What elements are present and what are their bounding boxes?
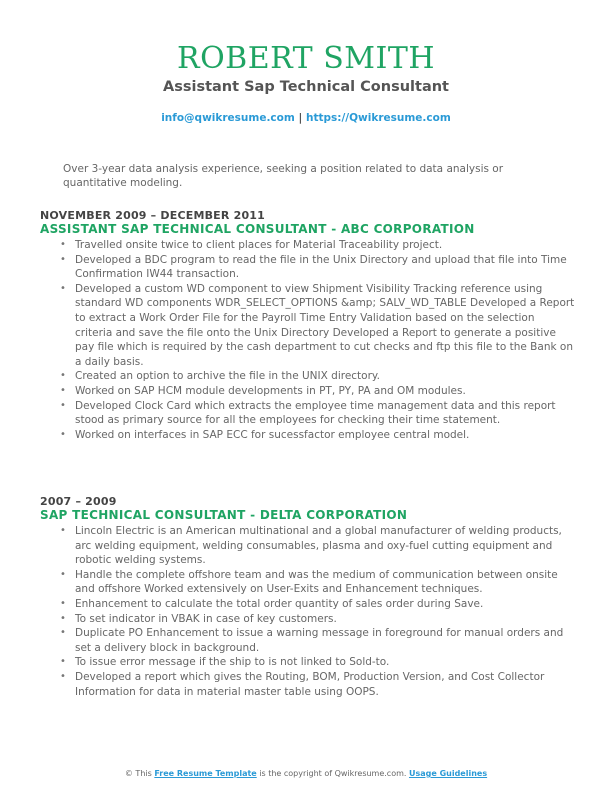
bullet-item: • To issue error message if the ship to is not linked to Sold-to.	[40, 655, 575, 670]
bullet-item: • To set indicator in VBAK in case of key customers.	[40, 612, 575, 627]
job-dates: NOVEMBER 2009 – DECEMBER 2011	[40, 209, 265, 222]
job-role: ASSISTANT SAP TECHNICAL CONSULTANT - ABC CORPORATION	[40, 222, 475, 236]
email-link[interactable]: info@qwikresume.com	[161, 112, 295, 124]
job-entry-2	[40, 495, 575, 699]
footer-middle: is the copyright of Qwikresume.com.	[256, 769, 409, 778]
bullet-item: • Developed Clock Card which extracts the employee time management data and this report stood as primary source for all the employees for checking their time statement.	[40, 399, 575, 428]
job-bullets	[40, 238, 575, 442]
website-link[interactable]: https://Qwikresume.com	[305, 112, 451, 124]
free-resume-template-link[interactable]: Free Resume Template	[154, 769, 257, 778]
bullet-item: • Travelled onsite twice to client places for Material Traceability project.	[40, 238, 575, 253]
job-entry-1	[40, 209, 575, 442]
bullet-item: • Duplicate PO Enhancement to issue a warning message in foreground for manual orders and set a delivery block in background.	[40, 626, 575, 655]
footer-prefix: © This	[124, 769, 155, 778]
bullet-item: • Created an option to archive the file in the UNIX directory.	[40, 369, 575, 384]
summary-text: Over 3-year data analysis experience, seeking a position related to data analysis or quantitative modeling.	[63, 163, 504, 189]
job-title: Assistant Sap Technical Consultant	[163, 79, 449, 95]
bullet-item: • Worked on SAP HCM module developments in PT, PY, PA and OM modules.	[40, 384, 575, 399]
bullet-item: • Developed a custom WD component to view Shipment Visibility Tracking reference using standard WD components WDR_SELECT_OPTIONS &amp; SALV_WD_TABLE Developed a Report to extract a Work Order File for the Payroll Time Entry Validation based on the selection criteria and save the file onto the Unix Directory Developed a Report to generate a positive pay file which is required by the cash department to cut checks and ftp this file to the Bank on a daily basis.	[40, 282, 575, 370]
bullet-item: • Developed a report which gives the Routing, BOM, Production Version, and Cost Collector Information for data in material master table using OOPS.	[40, 670, 575, 699]
candidate-name: ROBERT SMITH	[176, 41, 436, 76]
footer	[0, 769, 612, 779]
job-bullets	[40, 524, 575, 699]
contact-separator: |	[294, 112, 306, 124]
bullet-item: • Handle the complete offshore team and was the medium of communication between onsite and offshore Worked extensively on User-Exits and Enhancement techniques.	[40, 568, 575, 597]
bullet-item: • Worked on interfaces in SAP ECC for sucessfactor employee central model.	[40, 428, 575, 443]
bullet-item: • Enhancement to calculate the total order quantity of sales order during Save.	[40, 597, 575, 612]
bullet-item: • Developed a BDC program to read the file in the Unix Directory and upload that file into Time Confirmation IW44 transaction.	[40, 253, 575, 282]
job-role: SAP TECHNICAL CONSULTANT - DELTA CORPORATION	[40, 508, 408, 522]
job-dates: 2007 – 2009	[40, 495, 117, 508]
contact-line	[0, 111, 612, 125]
usage-guidelines-link[interactable]: Usage Guidelines	[408, 769, 488, 778]
bullet-item: • Lincoln Electric is an American multinational and a global manufacturer of welding products, arc welding equipment, welding consumables, plasma and oxy-fuel cutting equipment and robotic welding systems.	[40, 524, 575, 568]
